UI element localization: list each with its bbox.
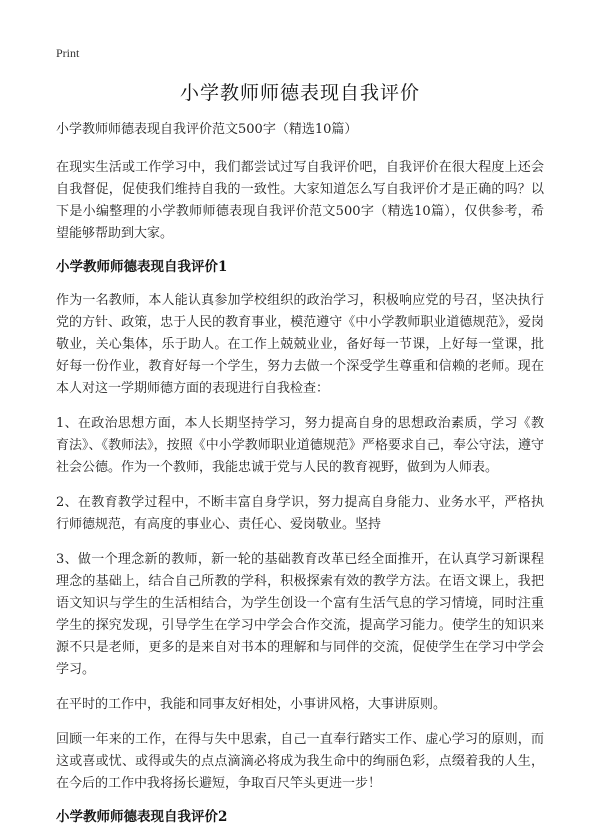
section1-paragraph: 1、在政治思想方面，本人长期坚持学习，努力提高自身的思想政治素质，学习《教育法》、《教师法》，按照《中小学教师职业道德规范》严格要求自己，奉公守法，遵守社会公德。作为一个教师，我能忠诚于党与人民的教育视野，做到为人师表。 xyxy=(56,416,544,475)
intro-paragraph: 在现实生活或工作学习中，我们都尝试过写自我评价吧，自我评价在很大程度上还会自我督促，促使我们维持自我的一致性。大家知道怎么写自我评价才是正确的吗？以下是小编整理的小学教师师德表现自我评价范文500字（精选10篇），仅供参考，希望能够帮助到大家。 xyxy=(56,160,544,241)
print-label: Print xyxy=(56,46,80,60)
section-heading-1: 小学教师师德表现自我评价1 xyxy=(56,259,228,275)
document-subtitle: 小学教师师德表现自我评价范文500字（精选10篇） xyxy=(56,122,358,137)
section1-paragraph: 在平时的工作中，我能和同事友好相处，小事讲风格，大事讲原则。 xyxy=(56,697,447,712)
section-heading-2: 小学教师师德表现自我评价2 xyxy=(56,809,228,825)
document-body xyxy=(56,121,544,840)
section1-paragraph: 3、做一个理念新的教师，新一轮的基础教育改革已经全面推开，在认真学习新课程理念的基础上，结合自己所教的学科，积极探索有效的教学方法。在语文课上，我把语文知识与学生的生活相结合，为学生创设一个富有生活气息的学习情境，同时注重学生的探究发现，引导学生在学习中学会合作交流，提高学习能力。使学生的知识来源不只是老师，更多的是来自对书本的理解和与同伴的交流，促使学生在学习中学会学习。 xyxy=(56,552,544,677)
page-title: 小学教师师德表现自我评价 xyxy=(179,82,420,104)
section1-paragraph: 作为一名教师，本人能认真参加学校组织的政治学习，积极响应党的号召，坚决执行党的方针、政策，忠于人民的教育事业，模范遵守《中小学教师职业道德规范》，爱岗敬业，关心集体，乐于助人。在工作上兢兢业业，备好每一节课，上好每一堂课，批好每一份作业，教育好每一个学生，努力去做一个深受学生尊重和信赖的老师。现在本人对这一学期师德方面的表现进行自我检查： xyxy=(56,293,544,396)
section1-paragraph: 回顾一年来的工作，在得与失中思索，自己一直奉行踏实工作、虚心学习的原则，而这或喜或忧、或得或失的点点滴滴必将成为我生命中的绚丽色彩，点缀着我的人生，在今后的工作中我将扬长避短，争取百尺竿头更进一步！ xyxy=(56,732,544,791)
section1-paragraph: 2、在教育教学过程中，不断丰富自身学识，努力提高自身能力、业务水平，严格执行师德规范，有高度的事业心、责任心、爱岗敬业。坚持 xyxy=(56,495,544,532)
